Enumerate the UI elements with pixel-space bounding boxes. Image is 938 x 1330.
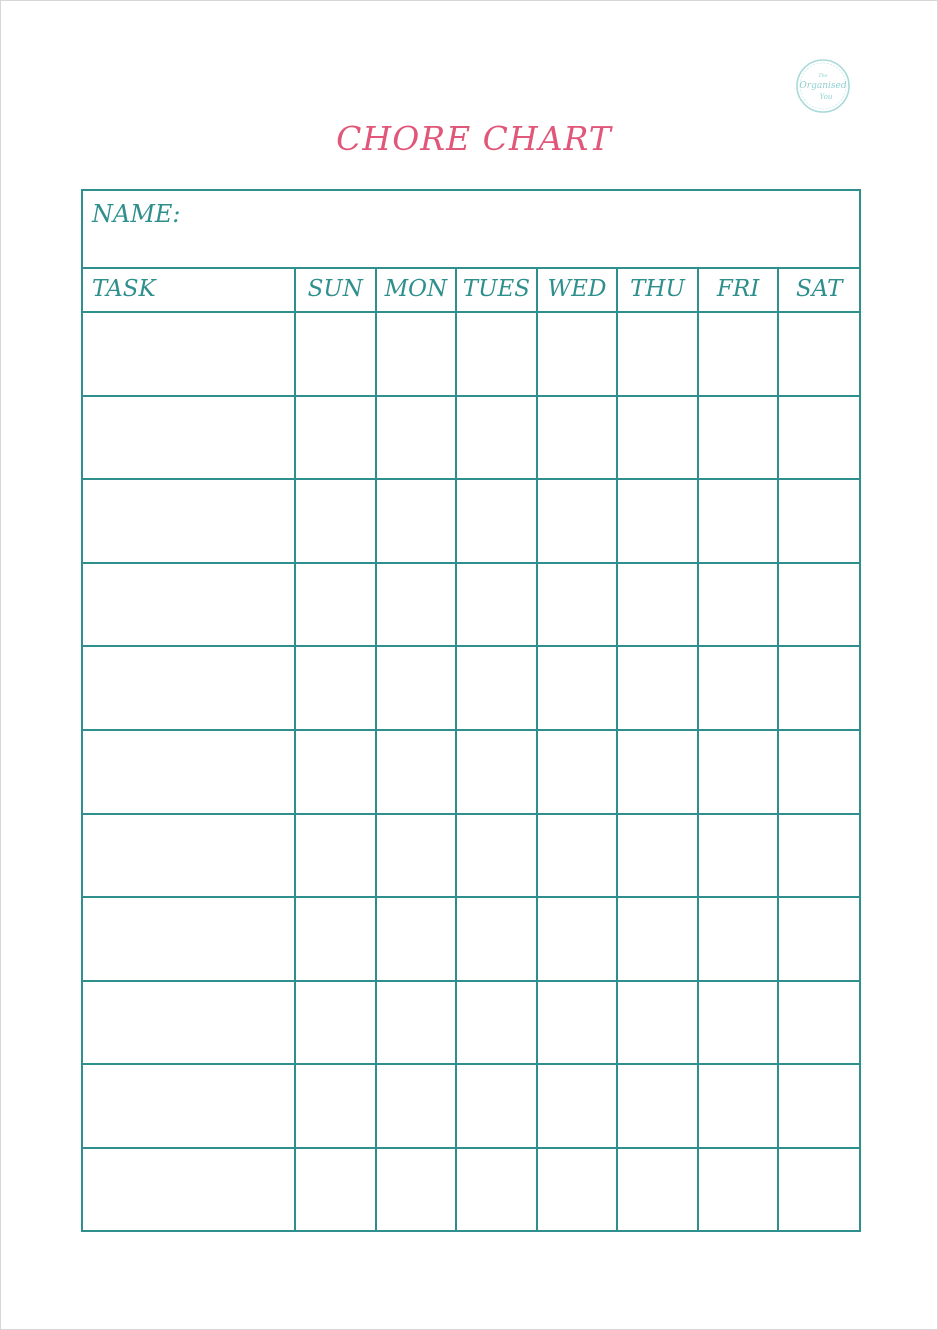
day-cell-thu[interactable] bbox=[617, 897, 698, 981]
day-cell-sun[interactable] bbox=[295, 563, 376, 647]
column-header-sat: SAT bbox=[778, 267, 859, 312]
task-cell[interactable] bbox=[83, 814, 295, 898]
table-row bbox=[83, 646, 859, 730]
column-header-sun: SUN bbox=[295, 267, 376, 312]
day-cell-tues[interactable] bbox=[456, 563, 537, 647]
day-cell-sat[interactable] bbox=[778, 646, 859, 730]
day-cell-wed[interactable] bbox=[537, 396, 618, 480]
day-cell-mon[interactable] bbox=[376, 897, 457, 981]
day-cell-mon[interactable] bbox=[376, 814, 457, 898]
day-cell-fri[interactable] bbox=[698, 396, 779, 480]
day-cell-wed[interactable] bbox=[537, 1148, 618, 1231]
day-cell-thu[interactable] bbox=[617, 814, 698, 898]
page-title: CHORE CHART bbox=[336, 119, 612, 158]
day-cell-sun[interactable] bbox=[295, 1064, 376, 1148]
day-cell-fri[interactable] bbox=[698, 312, 779, 396]
chore-grid bbox=[83, 267, 859, 1231]
day-cell-wed[interactable] bbox=[537, 981, 618, 1065]
day-cell-mon[interactable] bbox=[376, 1064, 457, 1148]
task-cell[interactable] bbox=[83, 897, 295, 981]
day-cell-sun[interactable] bbox=[295, 1148, 376, 1231]
day-cell-thu[interactable] bbox=[617, 1064, 698, 1148]
day-cell-wed[interactable] bbox=[537, 1064, 618, 1148]
task-cell[interactable] bbox=[83, 981, 295, 1065]
task-cell[interactable] bbox=[83, 1064, 295, 1148]
day-cell-fri[interactable] bbox=[698, 814, 779, 898]
day-cell-sun[interactable] bbox=[295, 396, 376, 480]
table-row bbox=[83, 1064, 859, 1148]
table-row bbox=[83, 897, 859, 981]
day-cell-thu[interactable] bbox=[617, 1148, 698, 1231]
day-cell-mon[interactable] bbox=[376, 981, 457, 1065]
day-cell-fri[interactable] bbox=[698, 563, 779, 647]
day-cell-wed[interactable] bbox=[537, 730, 618, 814]
day-cell-sun[interactable] bbox=[295, 646, 376, 730]
day-cell-sat[interactable] bbox=[778, 312, 859, 396]
day-cell-tues[interactable] bbox=[456, 646, 537, 730]
column-header-thu: THU bbox=[617, 267, 698, 312]
header-row bbox=[83, 267, 859, 312]
circle-logo-icon bbox=[795, 58, 851, 114]
day-cell-sat[interactable] bbox=[778, 1148, 859, 1231]
day-cell-sun[interactable] bbox=[295, 479, 376, 563]
logo-text-line1: The bbox=[818, 73, 828, 79]
day-cell-fri[interactable] bbox=[698, 479, 779, 563]
day-cell-thu[interactable] bbox=[617, 981, 698, 1065]
column-header-tues: TUES bbox=[456, 267, 537, 312]
day-cell-thu[interactable] bbox=[617, 479, 698, 563]
day-cell-wed[interactable] bbox=[537, 646, 618, 730]
day-cell-wed[interactable] bbox=[537, 479, 618, 563]
day-cell-wed[interactable] bbox=[537, 814, 618, 898]
day-cell-tues[interactable] bbox=[456, 1064, 537, 1148]
task-cell[interactable] bbox=[83, 396, 295, 480]
day-cell-tues[interactable] bbox=[456, 730, 537, 814]
day-cell-mon[interactable] bbox=[376, 730, 457, 814]
task-cell[interactable] bbox=[83, 1148, 295, 1231]
day-cell-sat[interactable] bbox=[778, 1064, 859, 1148]
day-cell-tues[interactable] bbox=[456, 814, 537, 898]
name-row[interactable] bbox=[83, 191, 859, 269]
day-cell-sun[interactable] bbox=[295, 981, 376, 1065]
table-row bbox=[83, 814, 859, 898]
task-cell[interactable] bbox=[83, 479, 295, 563]
table-row bbox=[83, 981, 859, 1065]
task-cell[interactable] bbox=[83, 312, 295, 396]
day-cell-sat[interactable] bbox=[778, 479, 859, 563]
day-cell-tues[interactable] bbox=[456, 312, 537, 396]
table-row bbox=[83, 730, 859, 814]
day-cell-mon[interactable] bbox=[376, 563, 457, 647]
day-cell-sun[interactable] bbox=[295, 730, 376, 814]
task-cell[interactable] bbox=[83, 646, 295, 730]
day-cell-sat[interactable] bbox=[778, 396, 859, 480]
day-cell-sat[interactable] bbox=[778, 563, 859, 647]
day-cell-thu[interactable] bbox=[617, 312, 698, 396]
day-cell-thu[interactable] bbox=[617, 563, 698, 647]
day-cell-sat[interactable] bbox=[778, 981, 859, 1065]
day-cell-tues[interactable] bbox=[456, 981, 537, 1065]
column-header-mon: MON bbox=[376, 267, 457, 312]
table-row bbox=[83, 312, 859, 396]
table-row bbox=[83, 563, 859, 647]
grid-body bbox=[83, 312, 859, 1231]
day-cell-mon[interactable] bbox=[376, 646, 457, 730]
day-cell-wed[interactable] bbox=[537, 312, 618, 396]
day-cell-sat[interactable] bbox=[778, 730, 859, 814]
day-cell-tues[interactable] bbox=[456, 396, 537, 480]
day-cell-sun[interactable] bbox=[295, 814, 376, 898]
day-cell-sun[interactable] bbox=[295, 312, 376, 396]
logo-text-line3: You bbox=[819, 93, 833, 101]
day-cell-tues[interactable] bbox=[456, 479, 537, 563]
day-cell-tues[interactable] bbox=[456, 1148, 537, 1231]
day-cell-mon[interactable] bbox=[376, 396, 457, 480]
day-cell-mon[interactable] bbox=[376, 1148, 457, 1231]
name-label: NAME: bbox=[92, 200, 181, 228]
day-cell-sun[interactable] bbox=[295, 897, 376, 981]
day-cell-thu[interactable] bbox=[617, 646, 698, 730]
table-row bbox=[83, 396, 859, 480]
chore-chart-table bbox=[81, 189, 861, 1232]
table-row bbox=[83, 479, 859, 563]
day-cell-tues[interactable] bbox=[456, 897, 537, 981]
table-row bbox=[83, 1148, 859, 1231]
day-cell-sat[interactable] bbox=[778, 814, 859, 898]
day-cell-fri[interactable] bbox=[698, 981, 779, 1065]
day-cell-fri[interactable] bbox=[698, 646, 779, 730]
day-cell-wed[interactable] bbox=[537, 563, 618, 647]
column-header-fri: FRI bbox=[698, 267, 779, 312]
day-cell-mon[interactable] bbox=[376, 312, 457, 396]
logo-text-line2: Organised bbox=[799, 81, 847, 91]
day-cell-sat[interactable] bbox=[778, 897, 859, 981]
column-header-task: TASK bbox=[83, 267, 295, 312]
task-cell[interactable] bbox=[83, 730, 295, 814]
task-cell[interactable] bbox=[83, 563, 295, 647]
day-cell-mon[interactable] bbox=[376, 479, 457, 563]
day-cell-wed[interactable] bbox=[537, 897, 618, 981]
day-cell-fri[interactable] bbox=[698, 1148, 779, 1231]
day-cell-thu[interactable] bbox=[617, 730, 698, 814]
day-cell-thu[interactable] bbox=[617, 396, 698, 480]
day-cell-fri[interactable] bbox=[698, 1064, 779, 1148]
day-cell-fri[interactable] bbox=[698, 730, 779, 814]
day-cell-fri[interactable] bbox=[698, 897, 779, 981]
column-header-wed: WED bbox=[537, 267, 618, 312]
